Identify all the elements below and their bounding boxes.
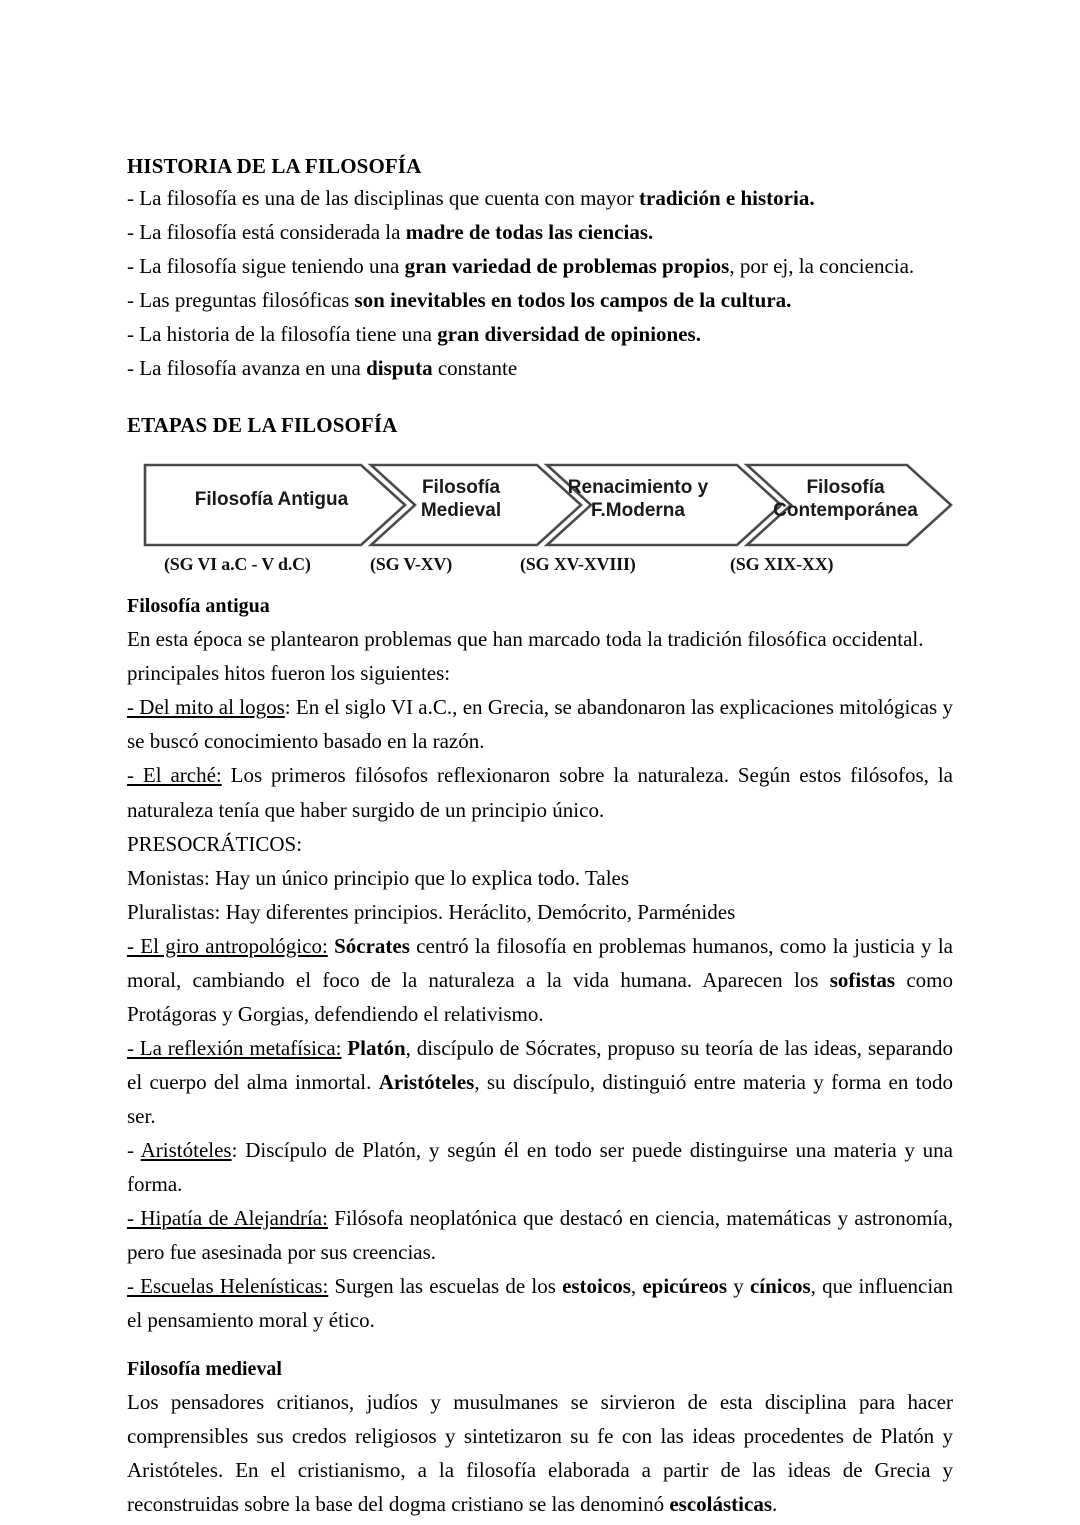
chevron-label-2: Filosofía Medieval — [420, 477, 502, 522]
presocratics-monistas: Monistas: Hay un único principio que lo explica todo. Tales — [127, 865, 630, 890]
bullet-bold: madre de todas las ciencias. — [405, 219, 654, 244]
entry-mito-al-logos — [127, 690, 953, 758]
entry-bold-sofistas: sofistas — [829, 967, 896, 992]
bullet-lead: - La filosofía avanza en una — [127, 356, 367, 381]
entry-bold-aristoteles: Aristóteles — [378, 1069, 475, 1094]
entry-term: - La reflexión metafísica: — [127, 1035, 342, 1060]
stages-heading: ETAPAS DE LA FILOSOFÍA — [127, 413, 398, 438]
entry-seg-2: centró la filosofía en problemas humanos, como la justicia y la moral, cambiando el foco de la naturaleza a la vida humana. Aparecen los — [127, 933, 953, 992]
document-page — [127, 152, 953, 1521]
page-title: HISTORIA DE LA FILOSOFÍA — [127, 154, 422, 178]
chevron-label-3: Renacimiento y F.Moderna — [567, 477, 709, 522]
entry-hipatia — [127, 1201, 953, 1269]
entry-el-arche — [127, 758, 953, 826]
list-item — [127, 215, 953, 249]
entry-escuelas-helenisticas — [127, 1269, 953, 1337]
ancient-paragraph-2: principales hitos fueron los siguientes: — [127, 661, 451, 686]
bullet-lead: - Las preguntas filosóficas — [127, 288, 355, 313]
list-item — [127, 181, 953, 215]
entry-term: - El giro antropológico: — [127, 933, 328, 958]
entry-bold-epicureos: epicúreos — [642, 1273, 728, 1298]
medieval-bold-escolasticas: escolásticas — [669, 1492, 773, 1517]
bullet-lead: - La filosofía está considerada la — [127, 219, 406, 244]
entry-term: - El arché: — [127, 763, 222, 788]
stages-diagram — [127, 462, 953, 590]
bullet-bold: tradición e historia. — [639, 185, 815, 210]
presocratics-pluralistas: Pluralistas: Hay diferentes principios. Heráclito, Demócrito, Parménides — [127, 899, 736, 924]
section-spacer — [127, 385, 953, 411]
entry-bold-cinicos: cínicos — [749, 1273, 811, 1298]
bullet-lead: - La historia de la filosofía tiene una — [127, 322, 438, 347]
medieval-philosophy-heading: Filosofía medieval — [127, 1357, 282, 1380]
entry-seg-2: , discípulo de Sócrates, propuso su teoría de las ideas, separando el cuerpo del alma inmortal. — [127, 1035, 953, 1094]
section-spacer — [127, 1337, 953, 1353]
entry-term: Aristóteles — [140, 1137, 232, 1162]
ancient-philosophy-heading: Filosofía antigua — [127, 595, 270, 618]
entry-bold-estoicos: estoicos — [562, 1273, 631, 1298]
entry-giro-antropologico — [127, 929, 953, 1031]
era-label-row — [143, 554, 953, 584]
medieval-seg-1: Los pensadores critianos, judíos y musulmanes se sirvieron de esta disciplina para hacer comprensibles sus credos religiosos y sintetizaron su fe con las ideas procedentes de Platón y Aristóteles. En el cristianismo, a la filosofía elaborada a partir de las ideas de Grecia y reconstruidas sobre la base del dogma cristiano se las denominó — [127, 1390, 953, 1517]
entry-reflexion-metafisica — [127, 1031, 953, 1133]
era-label-4: (SG XIX-XX) — [730, 554, 834, 575]
entry-seg-3: y — [727, 1273, 750, 1298]
bullet-bold: gran diversidad de opiniones. — [437, 322, 701, 347]
entry-seg-3: , su discípulo, distinguió entre materia y forma en todo ser. — [127, 1069, 953, 1128]
list-item — [127, 249, 953, 283]
entry-body: En el siglo VI a.C., en Grecia, se abandonaron las explicaciones mitológicas y se buscó conocimiento basado en la razón. — [127, 695, 954, 754]
entry-seg-1: Surgen las escuelas de los — [328, 1273, 563, 1298]
era-label-1: (SG VI a.C - V d.C) — [164, 554, 311, 575]
entry-bold-platon: Platón — [347, 1035, 406, 1060]
chevron-row — [143, 462, 953, 548]
bullet-bold: gran variedad de problemas propios — [404, 254, 730, 278]
era-label-2: (SG V-XV) — [370, 554, 453, 575]
entry-term: - Del mito al logos — [127, 695, 285, 720]
entry-term-suffix: : — [284, 695, 291, 720]
entry-body: : Discípulo de Platón, y según él en todo ser puede distinguirse una materia y una forma. — [127, 1137, 954, 1196]
list-item — [127, 317, 953, 351]
bullet-tail: , por ej, la conciencia. — [729, 254, 915, 278]
list-item — [127, 351, 953, 385]
chevron-shape-1 — [145, 465, 405, 545]
entry-dash: - — [127, 1137, 141, 1162]
medieval-paragraph — [127, 1385, 953, 1521]
bullet-tail: constante — [432, 356, 518, 381]
chevron-diagram-svg — [143, 462, 953, 548]
intro-bullet-list — [127, 181, 953, 385]
entry-body: Filósofa neoplatónica que destacó en ciencia, matemáticas y astronomía, pero fue asesinada por sus creencias. — [127, 1205, 953, 1264]
entry-seg-4: , que influencian el pensamiento moral y ético. — [127, 1273, 954, 1332]
entry-body: Los primeros filósofos reflexionaron sobre la naturaleza. Según estos filósofos, la naturaleza tenía que haber surgido de un principio único. — [127, 763, 953, 822]
entry-term: - Escuelas Helenísticas: — [127, 1273, 329, 1298]
bullet-lead: - La filosofía es una de las disciplinas que cuenta con mayor — [127, 185, 639, 210]
list-item — [127, 283, 953, 317]
entry-bold-socrates: Sócrates — [334, 933, 410, 958]
chevron-label-1: Filosofía Antigua — [194, 489, 349, 511]
bullet-bold: disputa — [366, 356, 433, 381]
era-label-3: (SG XV-XVIII) — [520, 554, 636, 575]
entry-aristoteles — [127, 1133, 953, 1201]
chevron-label-4: Filosofía Contemporánea — [773, 477, 918, 522]
presocratics-heading: PRESOCRÁTICOS: — [127, 831, 303, 856]
entry-term: - Hipatía de Alejandría: — [127, 1205, 328, 1230]
entry-seg-2: , — [630, 1273, 643, 1298]
ancient-paragraph-1: En esta época se plantearon problemas que han marcado toda la tradición filosófica occidental. — [127, 627, 924, 652]
bullet-lead: - La filosofía sigue teniendo una — [127, 254, 405, 278]
entry-seg-3: como Protágoras y Gorgias, defendiendo el relativismo. — [127, 967, 954, 1026]
bullet-bold: son inevitables en todos los campos de la cultura. — [354, 288, 792, 313]
medieval-seg-2: . — [772, 1492, 778, 1517]
